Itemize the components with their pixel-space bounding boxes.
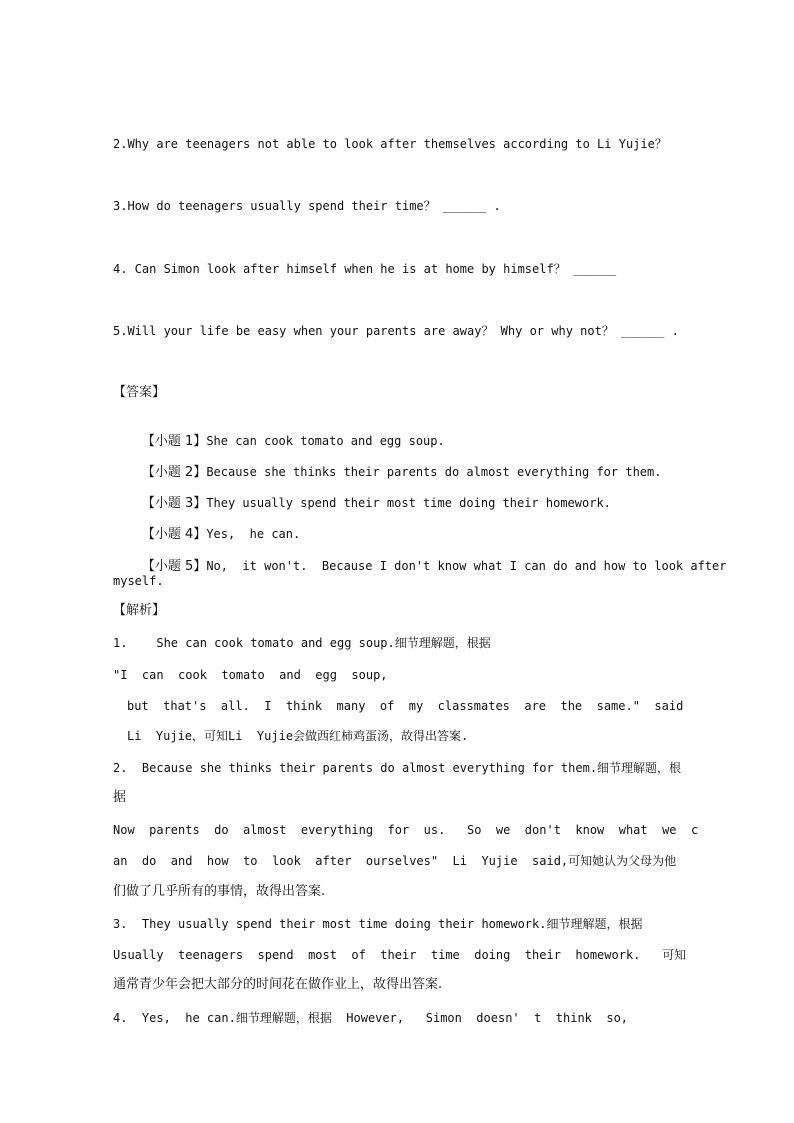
answer-text: Because she thinks their parents do almost everything for them. bbox=[206, 465, 662, 479]
answer-text: No, it won't. Because I don't know what I can do and how to look after bbox=[206, 559, 727, 573]
answer-tag: 【小题 3】 bbox=[141, 496, 207, 511]
question-2: 2.Why are teenagers not able to look after themselves according to Li Yujie？ bbox=[113, 137, 667, 151]
question-4: 4. Can Simon look after himself when he is at home by himself？ ______ bbox=[113, 262, 617, 276]
question-5: 5.Will your life be easy when your parents are away？ Why or why not？ ______ . bbox=[113, 324, 679, 338]
answer-text: Yes, he can. bbox=[206, 527, 301, 541]
analysis-2-line-2: 据 bbox=[113, 790, 127, 805]
answer-tag: 【小题 1】 bbox=[141, 434, 207, 449]
answer-tag: 【小题 2】 bbox=[141, 465, 207, 480]
answer-5-continued: myself. bbox=[113, 574, 164, 588]
answer-5 bbox=[113, 542, 726, 591]
analysis-2-line-4: an do and how to look after ourselves" Li Yujie said,可知她认为父母为他 bbox=[113, 854, 677, 868]
analysis-4-line-1: 4. Yes, he can.细节理解题，根据 However, Simon doesn' t think so, bbox=[113, 1011, 629, 1025]
answer-tag: 【小题 4】 bbox=[141, 527, 207, 542]
answer-text: They usually spend their most time doing their homework. bbox=[206, 496, 611, 510]
analysis-3-line-1: 3. They usually spend their most time doing their homework.细节理解题，根据 bbox=[113, 917, 643, 931]
analysis-1-line-3: but that's all. I think many of my classmates are the same." said bbox=[127, 699, 684, 713]
analysis-2-line-5: 们做了几乎所有的事情，故得出答案. bbox=[113, 884, 326, 899]
answer-tag: 【小题 5】 bbox=[141, 559, 207, 574]
analysis-1-line-2: "I can cook tomato and egg soup, bbox=[113, 668, 388, 682]
answer-text: She can cook tomato and egg soup. bbox=[206, 434, 445, 448]
analysis-heading: 【解析】 bbox=[113, 603, 166, 618]
analysis-1-line-4: Li Yujie，可知Li Yujie会做西红柿鸡蛋汤，故得出答案. bbox=[127, 729, 469, 743]
analysis-3-line-3: 通常青少年会把大部分的时间花在做作业上，故得出答案. bbox=[113, 977, 443, 992]
analysis-1-line-1: 1. She can cook tomato and egg soup.细节理解题，根据 bbox=[113, 636, 491, 650]
analysis-3-line-2: Usually teenagers spend most of their time doing their homework. 可知 bbox=[113, 948, 687, 962]
answer-heading: 【答案】 bbox=[113, 385, 166, 400]
analysis-2-line-3: Now parents do almost everything for us. So we don't know what we c bbox=[113, 823, 699, 837]
analysis-2-line-1: 2. Because she thinks their parents do almost everything for them.细节理解题，根 bbox=[113, 761, 682, 775]
question-3: 3.How do teenagers usually spend their time？ ______ . bbox=[113, 199, 501, 213]
